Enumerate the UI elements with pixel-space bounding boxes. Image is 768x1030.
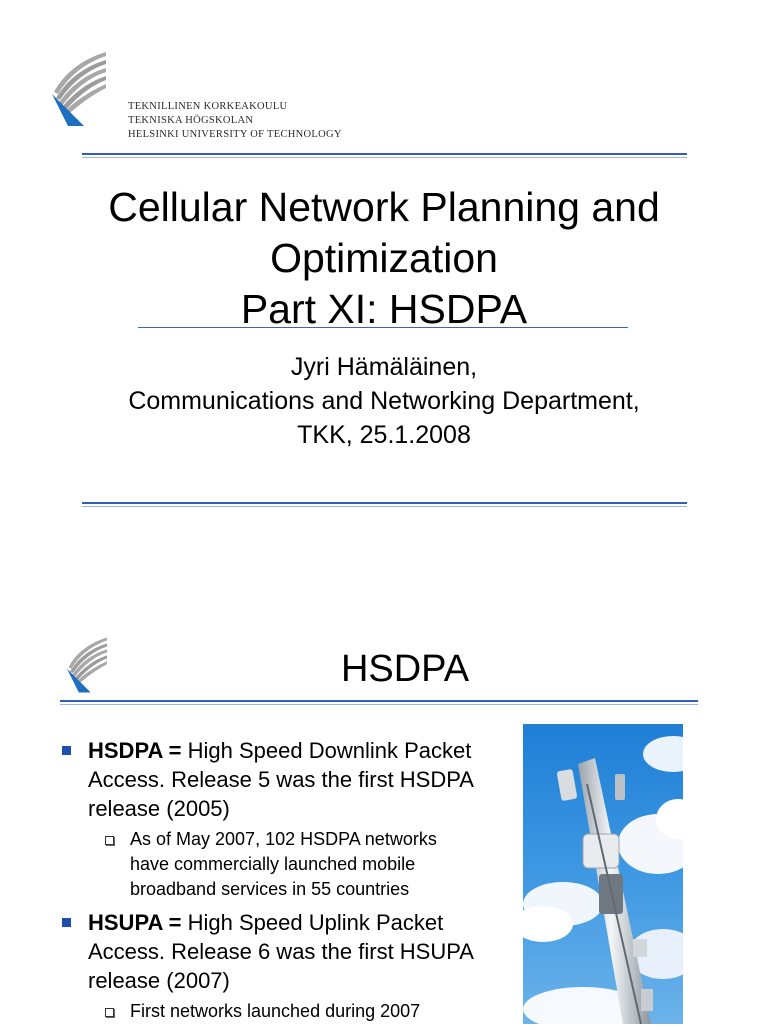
footer-rule bbox=[82, 502, 687, 507]
sub-bullet-networks bbox=[60, 827, 510, 902]
title-underline bbox=[138, 327, 628, 328]
header-rule bbox=[60, 700, 698, 705]
bullet-hsupa bbox=[60, 908, 510, 995]
sub-bullet-text: First networks launched during 2007 bbox=[130, 1001, 421, 1021]
title-line-3: Part XI: HSDPA bbox=[240, 286, 528, 332]
checkbox-bullet-icon bbox=[105, 1008, 114, 1017]
bullet-text: High Speed Uplink Packet bbox=[181, 910, 444, 935]
bullet-text: Access. Release 5 was the first HSDPA bbox=[88, 767, 474, 792]
university-name-english: HELSINKI UNIVERSITY OF TECHNOLOGY bbox=[128, 129, 342, 140]
slide-title bbox=[0, 182, 768, 335]
blue-square-bullet-icon bbox=[62, 918, 71, 927]
tkk-wing-logo-icon bbox=[48, 50, 110, 128]
title-line-2: Optimization bbox=[270, 235, 498, 281]
university-name-finnish: TEKNILLINEN KORKEAKOULU bbox=[128, 101, 288, 112]
checkbox-bullet-icon bbox=[105, 836, 114, 845]
title-line-1: Cellular Network Planning and bbox=[108, 184, 660, 230]
bullet-list bbox=[60, 736, 510, 1030]
bullet-text: release (2007) bbox=[88, 968, 230, 993]
header-rule bbox=[82, 153, 687, 158]
university-names bbox=[128, 100, 342, 142]
author-department: Communications and Networking Department, bbox=[128, 387, 640, 415]
author-date: TKK, 25.1.2008 bbox=[297, 421, 471, 449]
sub-bullet-launch bbox=[60, 999, 510, 1024]
bullet-text: High Speed Downlink Packet bbox=[181, 738, 472, 763]
sub-bullet-text: As of May 2007, 102 HSDPA networks bbox=[130, 829, 437, 849]
slide-title: HSDPA bbox=[340, 648, 470, 690]
author-name: Jyri Hämäläinen, bbox=[290, 353, 478, 381]
cell-tower-photo bbox=[523, 724, 683, 1024]
hsdpa-slide bbox=[0, 560, 768, 1024]
sub-bullet-text: broadband services in 55 countries bbox=[130, 879, 410, 899]
bullet-text: release (2005) bbox=[88, 796, 230, 821]
bullet-term: HSDPA = bbox=[88, 738, 182, 763]
sub-bullet-text: have commercially launched mobile bbox=[130, 854, 416, 874]
blue-square-bullet-icon bbox=[62, 746, 71, 755]
bullet-hsdpa bbox=[60, 736, 510, 823]
bullet-term: HSUPA = bbox=[88, 910, 182, 935]
author-block bbox=[0, 350, 768, 452]
bullet-text: Access. Release 6 was the first HSUPA bbox=[88, 939, 474, 964]
university-name-swedish: TEKNISKA HÖGSKOLAN bbox=[128, 115, 254, 126]
